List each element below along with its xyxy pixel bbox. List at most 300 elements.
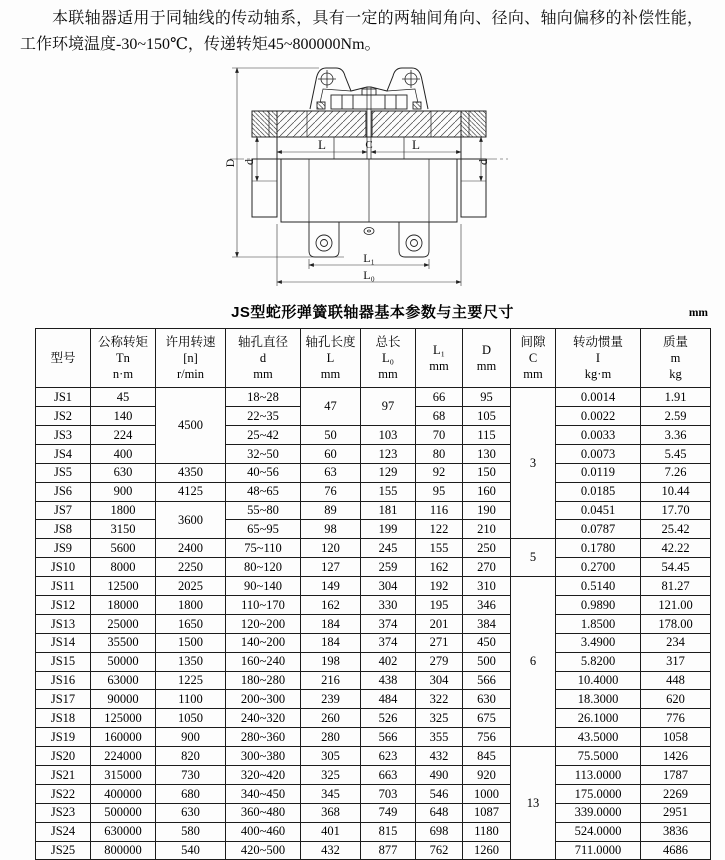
table-cell: 240~320 [226, 709, 301, 728]
table-cell: 845 [463, 747, 511, 766]
table-cell: 199 [361, 520, 416, 539]
table-cell: 81.27 [641, 577, 711, 596]
table-cell: 325 [301, 766, 361, 785]
table-cell: 756 [463, 728, 511, 747]
table-cell: 160~240 [226, 652, 301, 671]
table-cell: 98 [301, 520, 361, 539]
table-cell: 400000 [91, 784, 156, 803]
table-cell: 0.5140 [556, 577, 641, 596]
table-cell: JS7 [36, 501, 91, 520]
hub-lower-view [252, 159, 486, 257]
table-cell: 800000 [91, 841, 156, 860]
table-cell: 0.0014 [556, 388, 641, 407]
table-cell: 1800 [91, 501, 156, 520]
table-cell: 18.3000 [556, 690, 641, 709]
table-cell: 776 [641, 709, 711, 728]
center-plug-symbol [364, 228, 374, 235]
table-cell: 1650 [156, 614, 226, 633]
table-cell: 47 [301, 388, 361, 426]
table-cell: 198 [301, 652, 361, 671]
table-cell: 224000 [91, 747, 156, 766]
table-row [36, 803, 711, 822]
table-cell: 623 [361, 747, 416, 766]
table-cell: 270 [463, 558, 511, 577]
table-cell: JS11 [36, 577, 91, 596]
column-header: L₁ mm [416, 329, 463, 388]
table-cell: 97 [361, 388, 416, 426]
table-cell: JS1 [36, 388, 91, 407]
table-cell: 630 [156, 803, 226, 822]
table-cell: 1426 [641, 747, 711, 766]
table-cell: 122 [416, 520, 463, 539]
table-cell: 680 [156, 784, 226, 803]
table-row [36, 501, 711, 520]
table-row [36, 747, 711, 766]
table-cell: 4500 [156, 388, 226, 464]
table-cell: 580 [156, 822, 226, 841]
table-cell: 259 [361, 558, 416, 577]
table-cell: 10.4000 [556, 671, 641, 690]
table-cell: 155 [416, 539, 463, 558]
table-cell: 317 [641, 652, 711, 671]
table-cell: JS19 [36, 728, 91, 747]
table-cell: 140~200 [226, 633, 301, 652]
table-cell: 89 [301, 501, 361, 520]
table-cell: 210 [463, 520, 511, 539]
table-cell: 1100 [156, 690, 226, 709]
table-cell: 1.91 [641, 388, 711, 407]
table-cell: JS4 [36, 444, 91, 463]
table-cell: 125000 [91, 709, 156, 728]
table-cell: 216 [301, 671, 361, 690]
table-cell: 26.1000 [556, 709, 641, 728]
table-cell: 120 [301, 539, 361, 558]
table-cell: 402 [361, 652, 416, 671]
table-cell: 178.00 [641, 614, 711, 633]
table-cell: 1260 [463, 841, 511, 860]
column-header: 轴孔直径 d mm [226, 329, 301, 388]
table-cell: 3 [511, 388, 556, 539]
table-cell: 345 [301, 784, 361, 803]
table-cell: 3.4900 [556, 633, 641, 652]
table-cell: 60 [301, 444, 361, 463]
table-row [36, 539, 711, 558]
leg-bolt-right [406, 235, 422, 251]
table-cell: 5600 [91, 539, 156, 558]
table-cell: 566 [361, 728, 416, 747]
table-cell: JS3 [36, 425, 91, 444]
table-cell: 346 [463, 595, 511, 614]
table-cell: 490 [416, 766, 463, 785]
table-cell: JS15 [36, 652, 91, 671]
flange-section [252, 87, 486, 137]
table-cell: 432 [416, 747, 463, 766]
table-cell: JS2 [36, 407, 91, 426]
table-row [36, 614, 711, 633]
bolt-hole-symbol-left [318, 70, 336, 88]
table-cell: 68 [416, 407, 463, 426]
table-cell: 900 [91, 482, 156, 501]
table-cell: 368 [301, 803, 361, 822]
table-cell: 25000 [91, 614, 156, 633]
table-cell: 4350 [156, 463, 226, 482]
table-cell: 360~480 [226, 803, 301, 822]
table-cell: 711.0000 [556, 841, 641, 860]
table-cell: 279 [416, 652, 463, 671]
table-cell: 155 [361, 482, 416, 501]
table-cell: 384 [463, 614, 511, 633]
table-cell: 524.0000 [556, 822, 641, 841]
table-cell: 0.0022 [556, 407, 641, 426]
table-cell: 675 [463, 709, 511, 728]
table-cell: 8000 [91, 558, 156, 577]
table-cell: 500000 [91, 803, 156, 822]
table-cell: 25~42 [226, 425, 301, 444]
table-cell: 121.00 [641, 595, 711, 614]
table-cell: 401 [301, 822, 361, 841]
table-cell: 239 [301, 690, 361, 709]
intro-paragraph: 本联轴器适用于同轴线的传动轴系，具有一定的两轴间角向、径向、轴向偏移的补偿性能，工作环境温度-30~150℃，传递转矩45~800000Nm。 [20, 10, 703, 53]
table-row [36, 784, 711, 803]
table-cell: 546 [416, 784, 463, 803]
table-cell: 1500 [156, 633, 226, 652]
table-row [36, 463, 711, 482]
table-cell: 280~360 [226, 728, 301, 747]
table-cell: 2.59 [641, 407, 711, 426]
table-cell: 35500 [91, 633, 156, 652]
table-cell: 374 [361, 633, 416, 652]
bolt-hole-symbol-right [402, 70, 420, 88]
table-cell: 420~500 [226, 841, 301, 860]
table-cell: 374 [361, 614, 416, 633]
table-cell: 310 [463, 577, 511, 596]
table-cell: JS22 [36, 784, 91, 803]
table-cell: 200~300 [226, 690, 301, 709]
table-row [36, 766, 711, 785]
table-cell: JS20 [36, 747, 91, 766]
table-cell: 54.45 [641, 558, 711, 577]
table-cell: 105 [463, 407, 511, 426]
table-cell: 201 [416, 614, 463, 633]
table-row [36, 633, 711, 652]
table-cell: 162 [301, 595, 361, 614]
table-cell: 17.70 [641, 501, 711, 520]
dim-label-L0: L₀ [363, 268, 375, 283]
table-cell: 184 [301, 614, 361, 633]
table-cell: JS13 [36, 614, 91, 633]
table-cell: 0.2700 [556, 558, 641, 577]
table-row [36, 728, 711, 747]
table-cell: 6 [511, 577, 556, 747]
column-header: 质量 m kg [641, 329, 711, 388]
table-row [36, 520, 711, 539]
table-cell: 663 [361, 766, 416, 785]
table-cell: 245 [361, 539, 416, 558]
table-cell: 703 [361, 784, 416, 803]
table-cell: 2951 [641, 803, 711, 822]
table-cell: 526 [361, 709, 416, 728]
table-cell: 129 [361, 463, 416, 482]
spring-pack [317, 89, 421, 109]
table-cell: 630 [463, 690, 511, 709]
table-cell: 123 [361, 444, 416, 463]
spec-table [35, 328, 711, 860]
table-cell: 181 [361, 501, 416, 520]
table-cell: 320~420 [226, 766, 301, 785]
table-cell: 2250 [156, 558, 226, 577]
cover-housing [310, 68, 428, 109]
table-cell: 3150 [91, 520, 156, 539]
table-cell: 192 [416, 577, 463, 596]
table-row [36, 388, 711, 407]
table-cell: 55~80 [226, 501, 301, 520]
coupling-diagram [224, 59, 514, 295]
table-cell: 1087 [463, 803, 511, 822]
column-header: 轴孔长度 L mm [301, 329, 361, 388]
table-cell: 180~280 [226, 671, 301, 690]
table-cell: JS25 [36, 841, 91, 860]
table-cell: 877 [361, 841, 416, 860]
table-cell: 13 [511, 747, 556, 860]
table-row [36, 690, 711, 709]
table-cell: JS8 [36, 520, 91, 539]
table-cell: 630000 [91, 822, 156, 841]
table-cell: 648 [416, 803, 463, 822]
dim-label-L-left: L [318, 137, 326, 153]
table-cell: 127 [301, 558, 361, 577]
table-cell: 65~95 [226, 520, 301, 539]
table-cell: 63000 [91, 671, 156, 690]
table-cell: 43.5000 [556, 728, 641, 747]
table-cell: 339.0000 [556, 803, 641, 822]
column-header: D mm [463, 329, 511, 388]
table-cell: 45 [91, 388, 156, 407]
unit-note: mm [688, 307, 708, 320]
table-cell: 234 [641, 633, 711, 652]
table-row [36, 577, 711, 596]
table-row [36, 652, 711, 671]
table-cell: 75~110 [226, 539, 301, 558]
table-cell: JS18 [36, 709, 91, 728]
table-cell: 3600 [156, 501, 226, 539]
table-cell: 0.0033 [556, 425, 641, 444]
spec-table-body [36, 388, 711, 860]
dim-label-d-left: d [242, 159, 256, 166]
table-cell: 130 [463, 444, 511, 463]
table-cell: 0.0119 [556, 463, 641, 482]
column-header: 公称转矩 Tn n·m [91, 329, 156, 388]
table-cell: 66 [416, 388, 463, 407]
table-cell: 500 [463, 652, 511, 671]
table-cell: 175.0000 [556, 784, 641, 803]
table-cell: 0.0787 [556, 520, 641, 539]
table-cell: 5.45 [641, 444, 711, 463]
table-cell: 160000 [91, 728, 156, 747]
table-cell: 50000 [91, 652, 156, 671]
table-row [36, 425, 711, 444]
table-cell: 195 [416, 595, 463, 614]
table-cell: 150 [463, 463, 511, 482]
table-cell: 42.22 [641, 539, 711, 558]
table-cell: 18000 [91, 595, 156, 614]
table-row [36, 841, 711, 860]
table-cell: 566 [463, 671, 511, 690]
table-cell: 1000 [463, 784, 511, 803]
table-cell: 5.8200 [556, 652, 641, 671]
table-cell: 540 [156, 841, 226, 860]
table-cell: 3836 [641, 822, 711, 841]
table-cell: 325 [416, 709, 463, 728]
table-cell: 730 [156, 766, 226, 785]
table-cell: 80 [416, 444, 463, 463]
leg-bolt-left [316, 235, 332, 251]
column-header: 总长 L₀ mm [361, 329, 416, 388]
table-cell: JS14 [36, 633, 91, 652]
table-cell: JS16 [36, 671, 91, 690]
table-cell: 484 [361, 690, 416, 709]
table-cell: 315000 [91, 766, 156, 785]
table-cell: 140 [91, 407, 156, 426]
table-cell: 305 [301, 747, 361, 766]
table-cell: 116 [416, 501, 463, 520]
table-cell: 95 [463, 388, 511, 407]
table-cell: 450 [463, 633, 511, 652]
table-cell: 4686 [641, 841, 711, 860]
dim-label-L1: L₁ [363, 251, 375, 266]
table-cell: 0.9890 [556, 595, 641, 614]
table-cell: 90000 [91, 690, 156, 709]
table-cell: 4125 [156, 482, 226, 501]
table-cell: 355 [416, 728, 463, 747]
table-cell: 260 [301, 709, 361, 728]
table-row [36, 444, 711, 463]
table-cell: 80~120 [226, 558, 301, 577]
table-cell: 280 [301, 728, 361, 747]
table-cell: 340~450 [226, 784, 301, 803]
table-cell: 2269 [641, 784, 711, 803]
table-cell: 90~140 [226, 577, 301, 596]
table-cell: 48~65 [226, 482, 301, 501]
table-cell: 115 [463, 425, 511, 444]
table-cell: JS21 [36, 766, 91, 785]
table-cell: 120~200 [226, 614, 301, 633]
table-cell: 92 [416, 463, 463, 482]
table-cell: 762 [416, 841, 463, 860]
table-cell: JS6 [36, 482, 91, 501]
table-cell: 0.0073 [556, 444, 641, 463]
table-cell: 149 [301, 577, 361, 596]
table-cell: 18~28 [226, 388, 301, 407]
table-cell: 12500 [91, 577, 156, 596]
table-cell: 1787 [641, 766, 711, 785]
table-cell: JS24 [36, 822, 91, 841]
table-cell: JS17 [36, 690, 91, 709]
table-cell: 5 [511, 539, 556, 577]
table-cell: 184 [301, 633, 361, 652]
table-cell: 432 [301, 841, 361, 860]
table-cell: 25.42 [641, 520, 711, 539]
table-cell: 0.0451 [556, 501, 641, 520]
table-cell: 95 [416, 482, 463, 501]
table-cell: 630 [91, 463, 156, 482]
table-cell: 40~56 [226, 463, 301, 482]
table-cell: 698 [416, 822, 463, 841]
table-cell: 1350 [156, 652, 226, 671]
dim-label-C: C [365, 139, 373, 152]
table-cell: 2025 [156, 577, 226, 596]
table-cell: 438 [361, 671, 416, 690]
table-cell: 1050 [156, 709, 226, 728]
table-row [36, 709, 711, 728]
table-cell: 330 [361, 595, 416, 614]
table-cell: 103 [361, 425, 416, 444]
table-cell: 162 [416, 558, 463, 577]
table-cell: 3.36 [641, 425, 711, 444]
table-row [36, 671, 711, 690]
table-cell: 63 [301, 463, 361, 482]
table-cell: 0.0185 [556, 482, 641, 501]
table-cell: 190 [463, 501, 511, 520]
table-row [36, 558, 711, 577]
dim-label-d-right: d [476, 159, 490, 166]
table-cell: 900 [156, 728, 226, 747]
table-cell: JS10 [36, 558, 91, 577]
table-cell: 32~50 [226, 444, 301, 463]
table-cell: 1225 [156, 671, 226, 690]
table-cell: 749 [361, 803, 416, 822]
table-cell: JS23 [36, 803, 91, 822]
table-cell: 815 [361, 822, 416, 841]
column-header: 型号 [36, 329, 91, 388]
table-cell: JS9 [36, 539, 91, 558]
dim-label-D: D [224, 158, 237, 168]
coupling-drawing [224, 59, 514, 295]
table-cell: 0.1780 [556, 539, 641, 558]
table-cell: 110~170 [226, 595, 301, 614]
table-cell: 50 [301, 425, 361, 444]
table-cell: 620 [641, 690, 711, 709]
table-cell: 448 [641, 671, 711, 690]
table-cell: 2400 [156, 539, 226, 558]
table-cell: 322 [416, 690, 463, 709]
table-cell: 70 [416, 425, 463, 444]
table-cell: 304 [361, 577, 416, 596]
table-row [36, 822, 711, 841]
table-cell: 400~460 [226, 822, 301, 841]
table-title: JS型蛇形弹簧联轴器基本参数与主要尺寸 [231, 304, 514, 322]
table-cell: 113.0000 [556, 766, 641, 785]
table-cell: 22~35 [226, 407, 301, 426]
table-cell: 10.44 [641, 482, 711, 501]
column-header: 许用转速 [n] r/min [156, 329, 226, 388]
spec-table-header-row [36, 329, 711, 388]
table-cell: JS12 [36, 595, 91, 614]
column-header: 间隙 C mm [511, 329, 556, 388]
table-cell: 1180 [463, 822, 511, 841]
dim-label-L-right: L [412, 137, 420, 153]
table-cell: JS5 [36, 463, 91, 482]
table-cell: 224 [91, 425, 156, 444]
table-cell: 1058 [641, 728, 711, 747]
table-cell: 160 [463, 482, 511, 501]
table-cell: 75.5000 [556, 747, 641, 766]
column-header: 转动惯量 I kg·m [556, 329, 641, 388]
table-cell: 76 [301, 482, 361, 501]
table-cell: 271 [416, 633, 463, 652]
table-cell: 7.26 [641, 463, 711, 482]
table-cell: 1800 [156, 595, 226, 614]
table-cell: 820 [156, 747, 226, 766]
